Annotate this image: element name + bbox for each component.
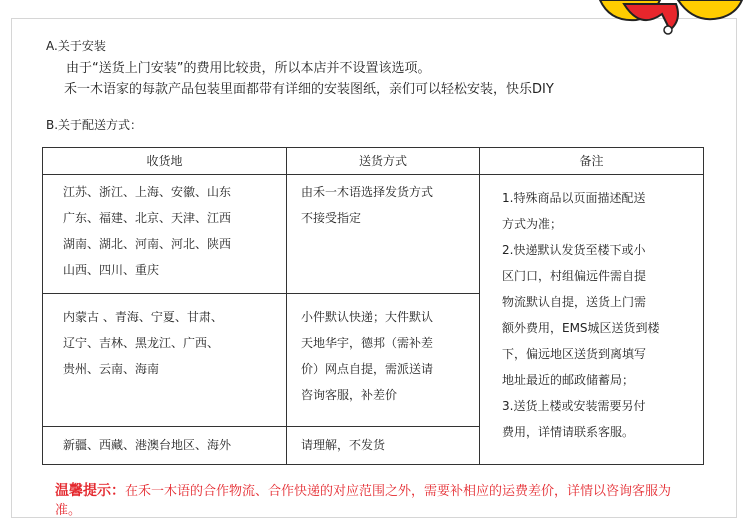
header-method: 送货方式 [287,148,480,175]
region-cell [43,427,287,465]
method-line: 咨询客服，补差价 [301,388,398,402]
note-line: 额外费用，EMS城区送货到楼 [502,321,660,335]
method-line: 请理解，不发货 [301,438,386,452]
method-cell [287,294,480,427]
method-cell [287,427,480,465]
install-note-line-2: 禾一木语家的每款产品包装里面都带有详细的安装图纸，亲们可以轻松安装，快乐DIY [64,82,554,97]
region-line: 江苏、浙江、上海、安徽、山东 [63,185,232,199]
note-line: 方式为准； [502,217,563,231]
note-line: 下，偏远地区送货到离填写 [502,347,647,361]
method-line: 由禾一木语选择发货方式 [301,185,434,199]
region-line: 贵州、云南、海南 [63,362,160,376]
header-region: 收货地 [43,148,287,175]
method-cell [287,175,480,294]
tip-title: 温馨提示： [55,483,125,499]
region-line: 山西、四川、重庆 [63,263,160,277]
install-note-line-1: 由于“送货上门安装”的费用比较贵，所以本店并不设置该选项。 [66,61,431,76]
tip-text: 在禾一木语的合作物流、合作快递的对应范围之外，需要补相应的运费差价，详情以咨询客服为准。 [55,484,672,518]
notes-cell [480,175,704,465]
method-line: 小件默认快递；大件默认 [301,310,434,324]
note-line: 地址最近的邮政储蓄局； [502,373,635,387]
region-line: 辽宁、吉林、黑龙江、广西、 [63,336,220,350]
method-line: 天地华宇，德邦（需补差 [301,336,434,350]
region-cell [43,175,287,294]
table-header-row [43,148,704,175]
region-line: 湖南、湖北、河南、河北、陕西 [63,237,232,251]
note-line: 2.快递默认发货至楼下或小 [502,243,646,257]
note-line: 1.特殊商品以页面描述配送 [502,191,646,205]
section-b-heading: B.关于配送方式： [46,118,143,132]
shipping-table [42,147,704,465]
region-line: 新疆、西藏、港澳台地区、海外 [63,438,232,452]
method-line: 价）网点自提，需派送请 [301,362,434,376]
header-notes: 备注 [480,148,704,175]
section-a-heading: A.关于安装 [46,39,106,53]
note-line: 物流默认自提，送货上门需 [502,295,647,309]
method-line: 不接受指定 [301,211,362,225]
table-row [43,175,704,294]
region-cell [43,294,287,427]
region-line: 广东、福建、北京、天津、江西 [63,211,232,225]
note-line: 区门口，村组偏远件需自提 [502,269,647,283]
region-line: 内蒙古 、青海、宁夏、甘肃、 [63,310,223,324]
cartoon-mascot-icon [590,0,750,40]
warm-tip [55,482,695,520]
note-line: 3.送货上楼或安装需要另付 [502,399,646,413]
note-line: 费用，详情请联系客服。 [502,425,635,439]
